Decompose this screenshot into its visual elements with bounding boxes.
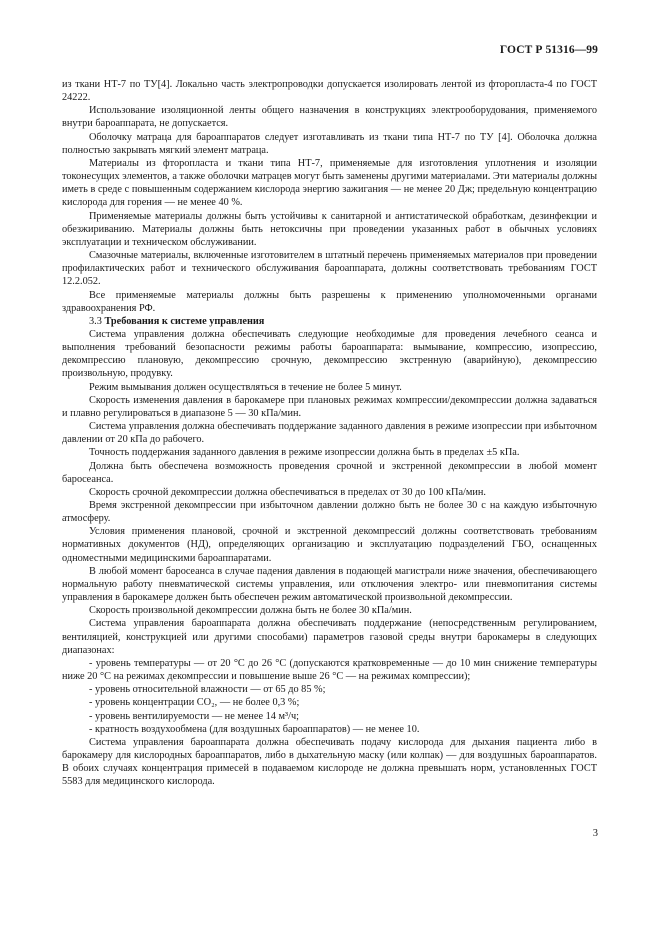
paragraph: Применяемые материалы должны быть устойчивы к санитарной и антистатической обработкам, дезинфекции и обезжириванию. Материалы должны быть нетоксичны при проведении указанных работ в обычных условиях эксплуатации и техническом обслуживании.	[62, 210, 597, 248]
paragraph: В любой момент бароcеанса в случае падения давления в подающей магистрали ниже значения, обеспечивающего нормальную работу пневматической системы управления, или отключения электро- или пневмопитания системы управления в барокамере должен быть обеспечен режим автоматической произвольной декомпрессии.	[62, 565, 597, 604]
list-item: - кратность воздухообмена (для воздушных бароаппаратов) — не менее 10.	[89, 723, 420, 735]
paragraph: Должна быть обеспечена возможность проведения срочной и экстренной декомпрессии в любой момент бароcеанса.	[62, 460, 597, 485]
paragraph: Система управления бароаппарата должна обеспечивать поддержание (непосредственным регулированием, вентиляцией, конструкцией или другими способами) параметров газовой среды внутри барокамеры в следующих диапазонах:	[62, 618, 597, 656]
list-item: - уровень концентрации CO₂, — не более 0,3 %;	[89, 697, 300, 709]
section-title: Требования к системе управления	[104, 315, 265, 327]
paragraph: Точность поддержания заданного давления в режиме изопрессии должна быть в пределах ±5 кПа.	[89, 447, 520, 459]
paragraph: Режим вымывания должен осуществляться в течение не более 5 минут.	[89, 381, 402, 393]
page-number: 3	[592, 828, 598, 839]
paragraph: Система управления бароаппарата должна обеспечивать подачу кислорода для дыхания пациента либо в барокамеру для кислородных бароаппаратов, либо в дыхательную маску (или колпак) — для воздушных бароаппаратов. В обоих случаях концентрация примесей в подаваемом кислороде не должна превышать норм, установленных ГОСТ 5583 для медицинского кислорода.	[62, 736, 597, 788]
paragraph: Скорость изменения давления в барокамере при плановых режимах компрессии/декомпрессии должна задаваться и плавно регулироваться в диапазоне 5 — 30 кПа/мин.	[62, 394, 597, 419]
paragraph: Скорость произвольной декомпрессии должна быть не более 30 кПа/мин.	[89, 605, 412, 617]
list-item: - уровень относительной влажности — от 65 до 85 %;	[89, 684, 326, 696]
paragraph: Система управления должна обеспечивать следующие необходимые для проведения лечебного сеанса и выполнения требований безопасности режимы работы бароаппарата: вымывание, компрессию, изопрессию, декомпрессию плановую, декомпрессию срочную, декомпрессию экстренную (аварийную), декомпрессию произвольную, продувку.	[62, 328, 597, 380]
paragraph: Все применяемые материалы должны быть разрешены к применению уполномоченными органами здравоохранения РФ.	[62, 289, 597, 314]
paragraph: Материалы из фторопласта и ткани типа НТ-7, применяемые для изготовления уплотнения и изоляции токонесущих элементов, а также оболочки матрацев могут быть заменены другими материалами. Эти материалы должны иметь в среде с повышенным содержанием кислорода энергию зажигания — не менее 20 Дж; предельную концентрацию кислорода для горения — не менее 40 %.	[62, 157, 597, 209]
list-item: - уровень вентилируемости — не менее 14 м³/ч;	[89, 710, 300, 722]
paragraph: Условия применения плановой, срочной и экстренной декомпрессий должны соответствовать требованиям нормативных документов (НД), определяющих организацию и эксплуатацию подразделений ГБО, оснащенных одноместными медицинскими бароаппаратами.	[62, 526, 597, 564]
page-body	[62, 78, 597, 788]
paragraph: Оболочку матраца для бароаппаратов следует изготавливать из ткани типа НТ-7 по ТУ [4]. Оболочка должна полностью закрывать мягкий элемент матраца.	[62, 131, 597, 156]
paragraph: Время экстренной декомпрессии при избыточном давлении должно быть не более 30 с на каждую избыточную атмосферу.	[62, 500, 597, 525]
document-code: ГОСТ Р 51316—99	[499, 44, 598, 56]
paragraph: Скорость срочной декомпрессии должна обеспечиваться в пределах от 30 до 100 кПа/мин.	[89, 486, 487, 498]
section-heading	[62, 315, 597, 328]
paragraph: Смазочные материалы, включенные изготовителем в штатный перечень применяемых материалов при проведении профилактических работ и технического обслуживания бароаппарата, должны соответствовать требованиям ГОСТ 12.2.052.	[62, 250, 597, 288]
paragraph: Система управления должна обеспечивать поддержание заданного давления в режиме изопрессии при избыточном давлении от 20 кПа до рабочего.	[62, 421, 597, 446]
list-item: - уровень температуры — от 20 °С до 26 °С (допускаются кратковременные — до 10 мин снижение температуры ниже 20 °С на режимах декомпрессии и повышение выше 26 °С — на режимах компрессии);	[62, 657, 597, 683]
paragraph: Использование изоляционной ленты общего назначения в конструкциях электрооборудования, применяемого внутри бароаппарата, не допускается.	[62, 105, 597, 130]
section-number: 3.3	[89, 315, 102, 327]
paragraph: из ткани НТ-7 по ТУ[4]. Локально часть электропроводки допускается изолировать лентой из фторопласта-4 по ГОСТ 24222.	[62, 79, 597, 104]
